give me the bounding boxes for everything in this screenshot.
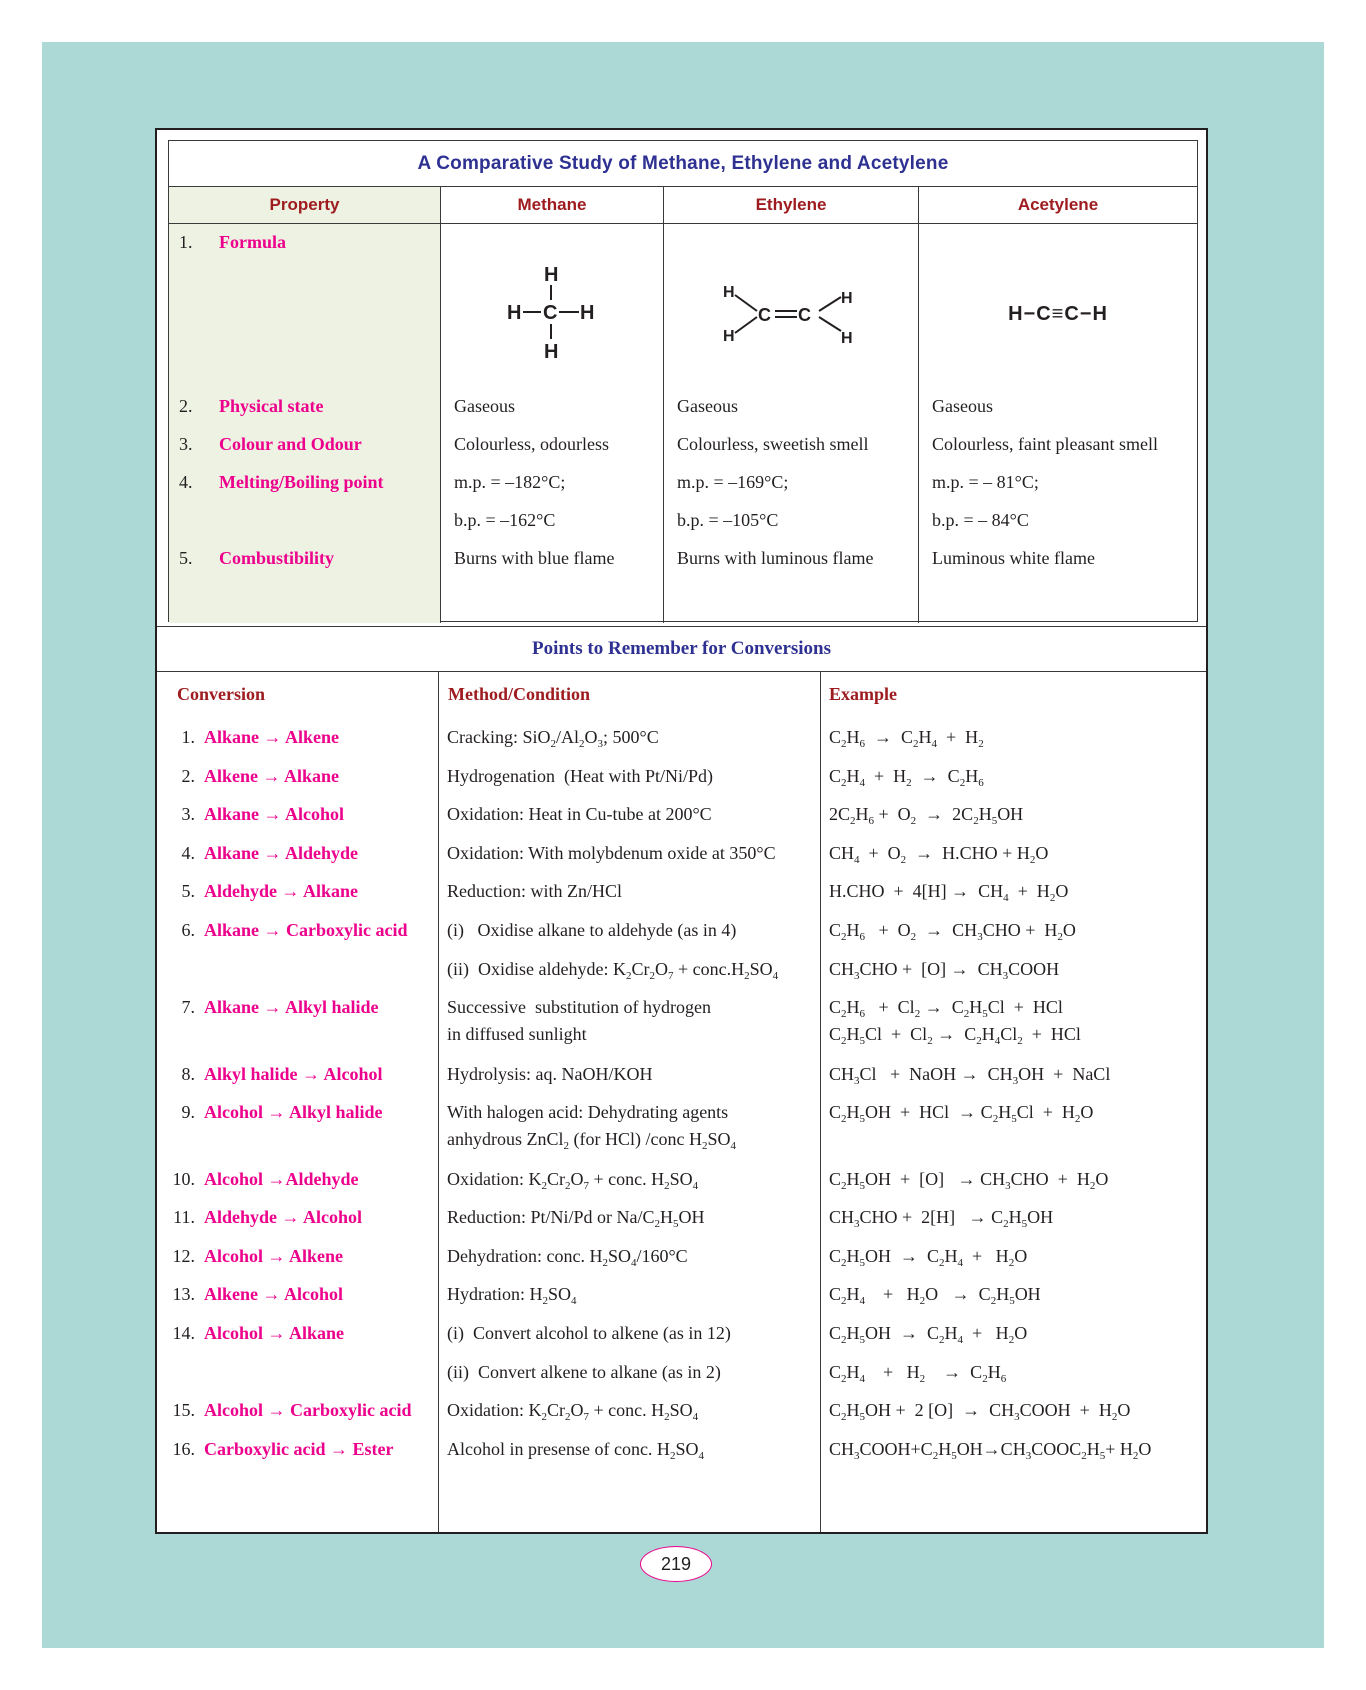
svg-text:C: C <box>543 302 558 324</box>
acetylene-column <box>919 224 1197 623</box>
row-number: 7. <box>181 997 195 1017</box>
conversion-label: Alcohol →Aldehyde <box>204 1169 359 1189</box>
method-text: (ii) Oxidise aldehyde: $K_2Cr_2O_7$ + $conc.H_2SO_4$ <box>447 959 779 982</box>
acetylene-boiling-point: b.p. = – 84°C <box>932 510 1029 530</box>
method-text: Dehydration: conc. $H_2SO_4/160^\circ C$ <box>447 1246 688 1269</box>
method-text: Hydrolysis: aq. NaOH/KOH <box>447 1064 653 1084</box>
acetylene-structural-formula-icon: H−C≡C−H <box>1008 302 1108 325</box>
conversion-row-15 <box>157 1399 412 1421</box>
example-equation: $C_2H_5Cl + Cl_2 \to C_2H_4Cl_2$ + HCl <box>829 1024 1081 1047</box>
conversion-row-16 <box>157 1438 393 1460</box>
example-equation: $C_2H_4$ + $H_2O \to C_2H_5OH$ <box>829 1284 1041 1307</box>
method-text: Oxidation: $K_2Cr_2O_7$ + conc. $H_2SO_4$ <box>447 1169 699 1192</box>
acetylene-combustibility: Luminous white flame <box>932 548 1095 568</box>
method-column <box>439 672 821 1532</box>
conversion-label: Alkene → Alcohol <box>204 1284 344 1304</box>
conversion-row-12 <box>157 1245 343 1267</box>
methane-colour-odour: Colourless, odourless <box>454 434 609 454</box>
conversion-row-6 <box>157 919 408 941</box>
method-text: Hydration: $H_2SO_4$ <box>447 1284 577 1307</box>
svg-text:C: C <box>758 305 771 325</box>
example-equation: $CH_3Cl$ + NaOH → $CH_3OH$ + NaCl <box>829 1064 1111 1087</box>
row-number: 16. <box>172 1439 195 1459</box>
comparison-table <box>168 140 1198 622</box>
header-ethylene: Ethylene <box>664 187 919 223</box>
conversion-row-11 <box>157 1206 362 1228</box>
example-equation: $C_2H_4$ + $H_2$ → $C_2H_6$ <box>829 1362 1007 1385</box>
conversion-label: Alkane → Alkyl halide <box>204 997 379 1017</box>
conversions-table <box>157 672 1206 1532</box>
example-equation: $C_2H_5OH + 2$ $[O] \to CH_3COOH + H_2O$ <box>829 1400 1131 1423</box>
svg-text:C: C <box>798 305 811 325</box>
methane-structural-formula-icon <box>497 259 607 369</box>
conversion-row-7 <box>157 996 379 1018</box>
conversion-label: Alcohol → Alkene <box>204 1246 344 1266</box>
property-combustibility: 5. Combustibility <box>179 548 335 568</box>
conversion-row-9 <box>157 1101 383 1123</box>
property-physical-state: 2. Physical state <box>179 396 324 416</box>
svg-text:H: H <box>544 341 559 363</box>
svg-text:H: H <box>580 302 595 324</box>
example-equation: $CH_3CHO + 2[H] \to C_2H_5OH$ <box>829 1207 1054 1230</box>
property-column <box>169 224 441 623</box>
example-equation: $C_2H_5OH \to C_2H_4 + H_2O$ <box>829 1323 1028 1346</box>
row-number: 13. <box>172 1284 195 1304</box>
row-number: 1. <box>181 727 195 747</box>
method-text: in diffused sunlight <box>447 1024 587 1044</box>
header-methane: Methane <box>441 187 664 223</box>
example-equation: $C_2H_6 + O_2 \to CH_3CHO + H_2O$ <box>829 920 1076 943</box>
example-equation: $2C_2H_6 + O_2 \to 2C_2H_5OH$ <box>829 804 1024 827</box>
conversion-label: Alkene → Alkane <box>204 766 340 786</box>
svg-text:H: H <box>723 328 735 345</box>
page-number-badge: 219 <box>640 1546 712 1582</box>
methane-physical-state: Gaseous <box>454 396 515 416</box>
svg-text:H: H <box>841 330 853 347</box>
conversion-label: Alcohol → Alkyl halide <box>204 1102 383 1122</box>
method-text: Alcohol in presense of conc. $H_2SO_4$ <box>447 1439 704 1462</box>
row-number: 6. <box>181 920 195 940</box>
methane-structure <box>441 244 663 384</box>
conversion-row-4 <box>157 842 358 864</box>
header-method: Method/Condition <box>448 684 591 704</box>
methane-column <box>441 224 664 623</box>
row-number: 4. <box>181 843 195 863</box>
conversion-column <box>157 672 439 1532</box>
example-equation: $C_2H_6 \to C_2H_4 + H_2$ <box>829 727 984 750</box>
header-example: Example <box>829 684 898 704</box>
example-column <box>821 672 1206 1532</box>
acetylene-colour-odour: Colourless, faint pleasant smell <box>932 434 1158 454</box>
ethylene-boiling-point: b.p. = –105°C <box>677 510 779 530</box>
method-text: Hydrogenation (Heat with Pt/Ni/Pd) <box>447 766 713 786</box>
method-text: Reduction: Pt/Ni/Pd or $Na/C_2H_5OH$ <box>447 1207 705 1230</box>
page-frame <box>155 128 1208 1534</box>
methane-combustibility: Burns with blue flame <box>454 548 615 568</box>
conversion-row-5 <box>157 880 358 902</box>
method-text: (i) Oxidise alkane to aldehyde (as in 4) <box>447 920 737 940</box>
conversion-label: Aldehyde → Alkane <box>204 881 359 901</box>
row-number: 10. <box>172 1169 195 1189</box>
method-text: (i) Convert alcohol to alkene (as in 12) <box>447 1323 731 1343</box>
methane-boiling-point: b.p. = –162°C <box>454 510 556 530</box>
row-number: 8. <box>181 1064 195 1084</box>
ethylene-structural-formula-icon <box>721 279 861 349</box>
row-number: 5. <box>181 881 195 901</box>
conversion-row-8 <box>157 1063 383 1085</box>
row-number: 12. <box>172 1246 195 1266</box>
comparison-header-row <box>169 187 1197 224</box>
conversion-label: Alkane → Aldehyde <box>204 843 359 863</box>
conversion-row-1 <box>157 726 339 748</box>
conversion-label: Alkane → Alkene <box>204 727 340 747</box>
acetylene-structure <box>919 244 1197 384</box>
header-property: Property <box>169 187 441 223</box>
method-text: (ii) Convert alkene to alkane (as in 2) <box>447 1362 721 1382</box>
ethylene-combustibility: Burns with luminous flame <box>677 548 874 568</box>
conversions-title: Points to Remember for Conversions <box>157 626 1206 672</box>
method-text: Successive substitution of hydrogen <box>447 997 711 1017</box>
ethylene-column <box>664 224 919 623</box>
row-number: 15. <box>172 1400 195 1420</box>
comparison-body <box>169 224 1197 623</box>
header-acetylene: Acetylene <box>1017 195 1099 214</box>
ethylene-melting-point: m.p. = –169°C; <box>677 472 789 492</box>
conversion-label: Alkyl halide → Alcohol <box>204 1064 383 1084</box>
header-conversion: Conversion <box>177 684 266 704</box>
example-equation: $C_2H_4 + H_2 \to C_2H_6$ <box>829 766 984 789</box>
ethylene-structure <box>664 244 918 384</box>
ethylene-physical-state: Gaseous <box>677 396 738 416</box>
ethylene-colour-odour: Colourless, sweetish smell <box>677 434 869 454</box>
example-equation: $C_2H_6 + Cl_2 \to C_2H_5Cl$ + HCl <box>829 997 1063 1020</box>
conversion-label: Alkane → Alcohol <box>204 804 345 824</box>
conversion-label: Alcohol → Alkane <box>204 1323 345 1343</box>
row-number: 14. <box>172 1323 195 1343</box>
example-equation: $C_2H_5OH + [O] \to CH_3CHO + H_2O$ <box>829 1169 1109 1192</box>
method-text: Cracking: $SiO_2/Al_2O_3$; 500°C <box>447 727 659 750</box>
method-text: With halogen acid: Dehydrating agents <box>447 1102 729 1122</box>
acetylene-physical-state: Gaseous <box>932 396 993 416</box>
svg-text:H: H <box>544 264 559 286</box>
example-equation: $CH_4 + O_2 \to H.CHO + H_2O$ <box>829 843 1049 866</box>
example-equation: $CH_3COOH+C_2H_5OH\to CH_3COOC_2H_5+ H_2O$ <box>829 1439 1152 1462</box>
methane-melting-point: m.p. = –182°C; <box>454 472 566 492</box>
property-colour-odour: 3. Colour and Odour <box>179 434 362 454</box>
method-text: anhydrous ZnCl$_2$ (for HCl) /conc $H_2SO_4$ <box>447 1129 736 1152</box>
conversion-row-14 <box>157 1322 344 1344</box>
example-equation: $H.CHO + 4[H] \to CH_4 + H_2O$ <box>829 881 1069 904</box>
conversion-label: Carboxylic acid → Ester <box>204 1439 394 1459</box>
row-number: 9. <box>181 1102 195 1122</box>
svg-text:H: H <box>841 290 853 307</box>
example-equation: $C_2H_5OH \to C_2H_4 + H_2O$ <box>829 1246 1028 1269</box>
conversion-label: Aldehyde → Alcohol <box>204 1207 363 1227</box>
conversion-row-3 <box>157 803 344 825</box>
svg-text:H: H <box>507 302 522 324</box>
property-formula: 1. Formula <box>179 232 286 252</box>
row-number: 2. <box>181 766 195 786</box>
conversion-row-13 <box>157 1283 343 1305</box>
example-equation: $C_2H_5OH$ + HCl → $C_2H_5Cl + H_2O$ <box>829 1102 1094 1125</box>
acetylene-melting-point: m.p. = – 81°C; <box>932 472 1039 492</box>
conversion-row-10 <box>157 1168 359 1190</box>
comparison-title: A Comparative Study of Methane, Ethylene and Acetylene <box>169 141 1197 187</box>
row-number: 3. <box>181 804 195 824</box>
svg-text:H: H <box>723 284 735 301</box>
row-number: 11. <box>173 1207 195 1227</box>
conversion-label: Alcohol → Carboxylic acid <box>204 1400 412 1420</box>
method-text: Oxidation: Heat in Cu-tube at 200°C <box>447 804 712 824</box>
property-melting-boiling: 4. Melting/Boiling point <box>179 472 384 492</box>
method-text: Oxidation: With molybdenum oxide at 350°C <box>447 843 776 863</box>
method-text: Oxidation: $K_2Cr_2O_7$ + conc. $H_2SO_4$ <box>447 1400 699 1423</box>
conversion-label: Alkane → Carboxylic acid <box>204 920 408 940</box>
method-text: Reduction: with Zn/HCl <box>447 881 622 901</box>
example-equation: $CH_3CHO + [O]$ → $CH_3COOH$ <box>829 959 1060 982</box>
conversion-row-2 <box>157 765 339 787</box>
